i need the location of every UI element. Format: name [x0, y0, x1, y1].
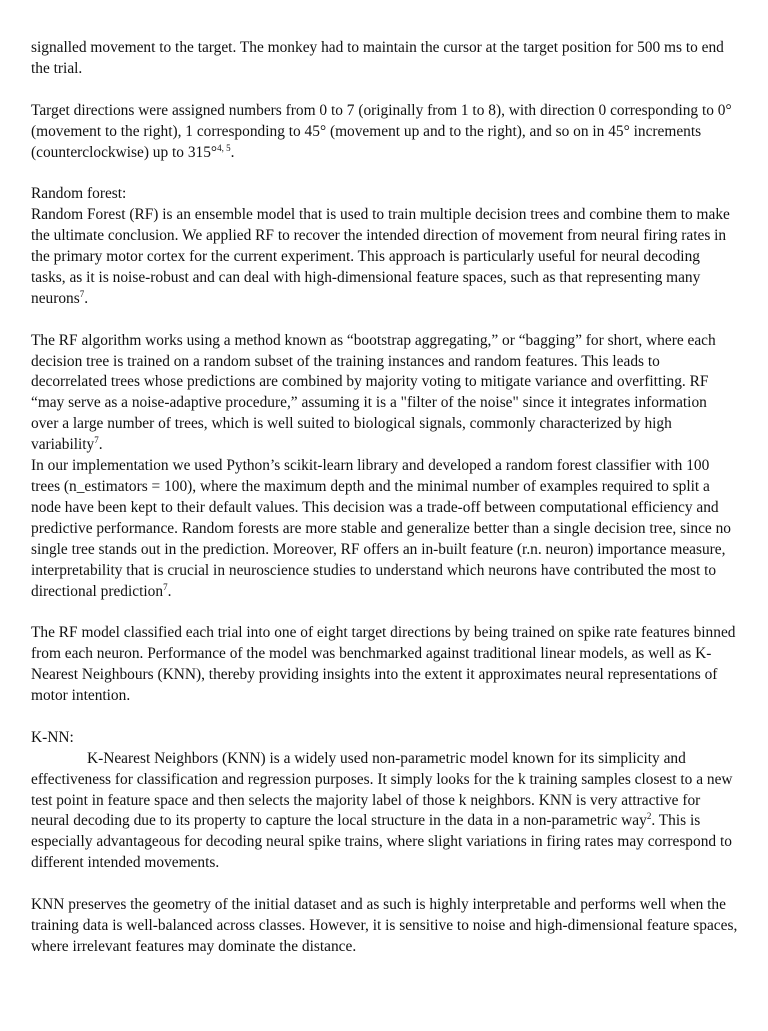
paragraph-text: Random Forest (RF) is an ensemble model that is used to train multiple decision trees and combine them to make the ultimate conclusion. We applied RF to recover the intended direction of movement from neural firing rates in the primary motor cortex for the current experiment. This approach is particularly useful for neural decoding tasks, as it is noise-robust and can deal with high-dimensional feature spaces, such as that representing many neurons: [31, 206, 730, 307]
paragraph-tail: .: [84, 289, 89, 307]
paragraph-text: signalled movement to the target. The monkey had to maintain the cursor at the target position for 500 ms to end the trial.: [31, 39, 724, 77]
citation-ref: 4, 5: [217, 142, 231, 153]
paragraph-knn-intro: [31, 749, 738, 874]
paragraph-trial-end: [31, 38, 738, 80]
section-heading-random-forest: Random forest:: [31, 185, 127, 203]
paragraph-target-directions: [31, 101, 738, 164]
paragraph-knn-geometry: [31, 895, 738, 958]
section-heading-knn: K-NN:: [31, 728, 74, 746]
paragraph-text: In our implementation we used Python’s scikit-learn library and developed a random forest classifier with 100 trees (n_estimators = 100), where the maximum depth and the minimal number of examples required to split a node have been kept to their default values. This decision was a trade-off between computational efficiency and predictive performance. Random forests are more stable and generalize better than a single decision tree, since no single tree stands out in the prediction. Moreover, RF offers an in-built feature (r.n. neuron) importance measure, interpretability that is crucial in neuroscience studies to understand which neurons have contributed the most to directional prediction: [31, 457, 731, 600]
paragraph-text: The RF model classified each trial into one of eight target directions by being trained on spike rate features binned from each neuron. Performance of the model was benchmarked against traditional linear models, as well as K-Nearest Neighbours (KNN), thereby providing insights into the extent it approximates neural representations of motor intention.: [31, 624, 736, 705]
citation-ref: 7: [94, 435, 99, 446]
paragraph-gap: [31, 163, 738, 184]
citation-ref: 7: [79, 288, 85, 299]
paragraph-text: The RF algorithm works using a method known as “bootstrap aggregating,” or “bagging” for short, where each decision tree is trained on a random subset of the training instances and random features. This leads to decorrelated trees whose predictions are combined by majority voting to mitigate variance and overfitting. RF “may serve as a noise-adaptive procedure,” assuming it is a "filter of the noise" since it integrates information over a large number of trees, which is well suited to biological signals, commonly characterized by high variability: [31, 331, 716, 454]
paragraph-text: K-Nearest Neighbors (KNN) is a widely used non-parametric model known for its simplicity and effectiveness for classification and regression purposes. It simply looks for the k training samples closest to a new test point in feature space and then selects the majority label of those k neighbors. KNN is very attractive for neural decoding due to its property to capture the local structure in the data in a non-parametric way: [31, 749, 733, 830]
paragraph-gap: [31, 874, 738, 895]
paragraph-tail: . This is especially advantageous for decoding neural spike trains, where slight variations in firing rates may correspond to different intended movements.: [31, 812, 732, 872]
paragraph-gap: [31, 602, 738, 623]
paragraph-text: Target directions were assigned numbers from 0 to 7 (originally from 1 to 8), with direction 0 corresponding to 0° (movement to the right), 1 corresponding to 45° (movement up and to the right), and so on in 45° increments (counterclockwise) up to 315°: [31, 101, 732, 161]
paragraph-rf-implementation: [31, 456, 738, 602]
paragraph-tail: .: [98, 436, 103, 454]
paragraph-text: KNN preserves the geometry of the initial dataset and as such is highly interpretable and performs well when the training data is well-balanced across classes. However, it is sensitive to noise and high-dimensional feature spaces, where irrelevant features may dominate the distance.: [31, 896, 738, 955]
citation-ref: 2: [646, 811, 652, 822]
paragraph-gap: [31, 80, 738, 101]
paragraph-tail: .: [167, 582, 172, 600]
paragraph-rf-algorithm: [31, 331, 738, 456]
paragraph-gap: [31, 707, 738, 728]
paragraph-tail: .: [230, 143, 235, 161]
paragraph-gap: [31, 310, 738, 331]
paragraph-random-forest-intro: [31, 205, 738, 310]
citation-ref: 7: [163, 581, 168, 592]
paragraph-rf-model: [31, 623, 738, 707]
